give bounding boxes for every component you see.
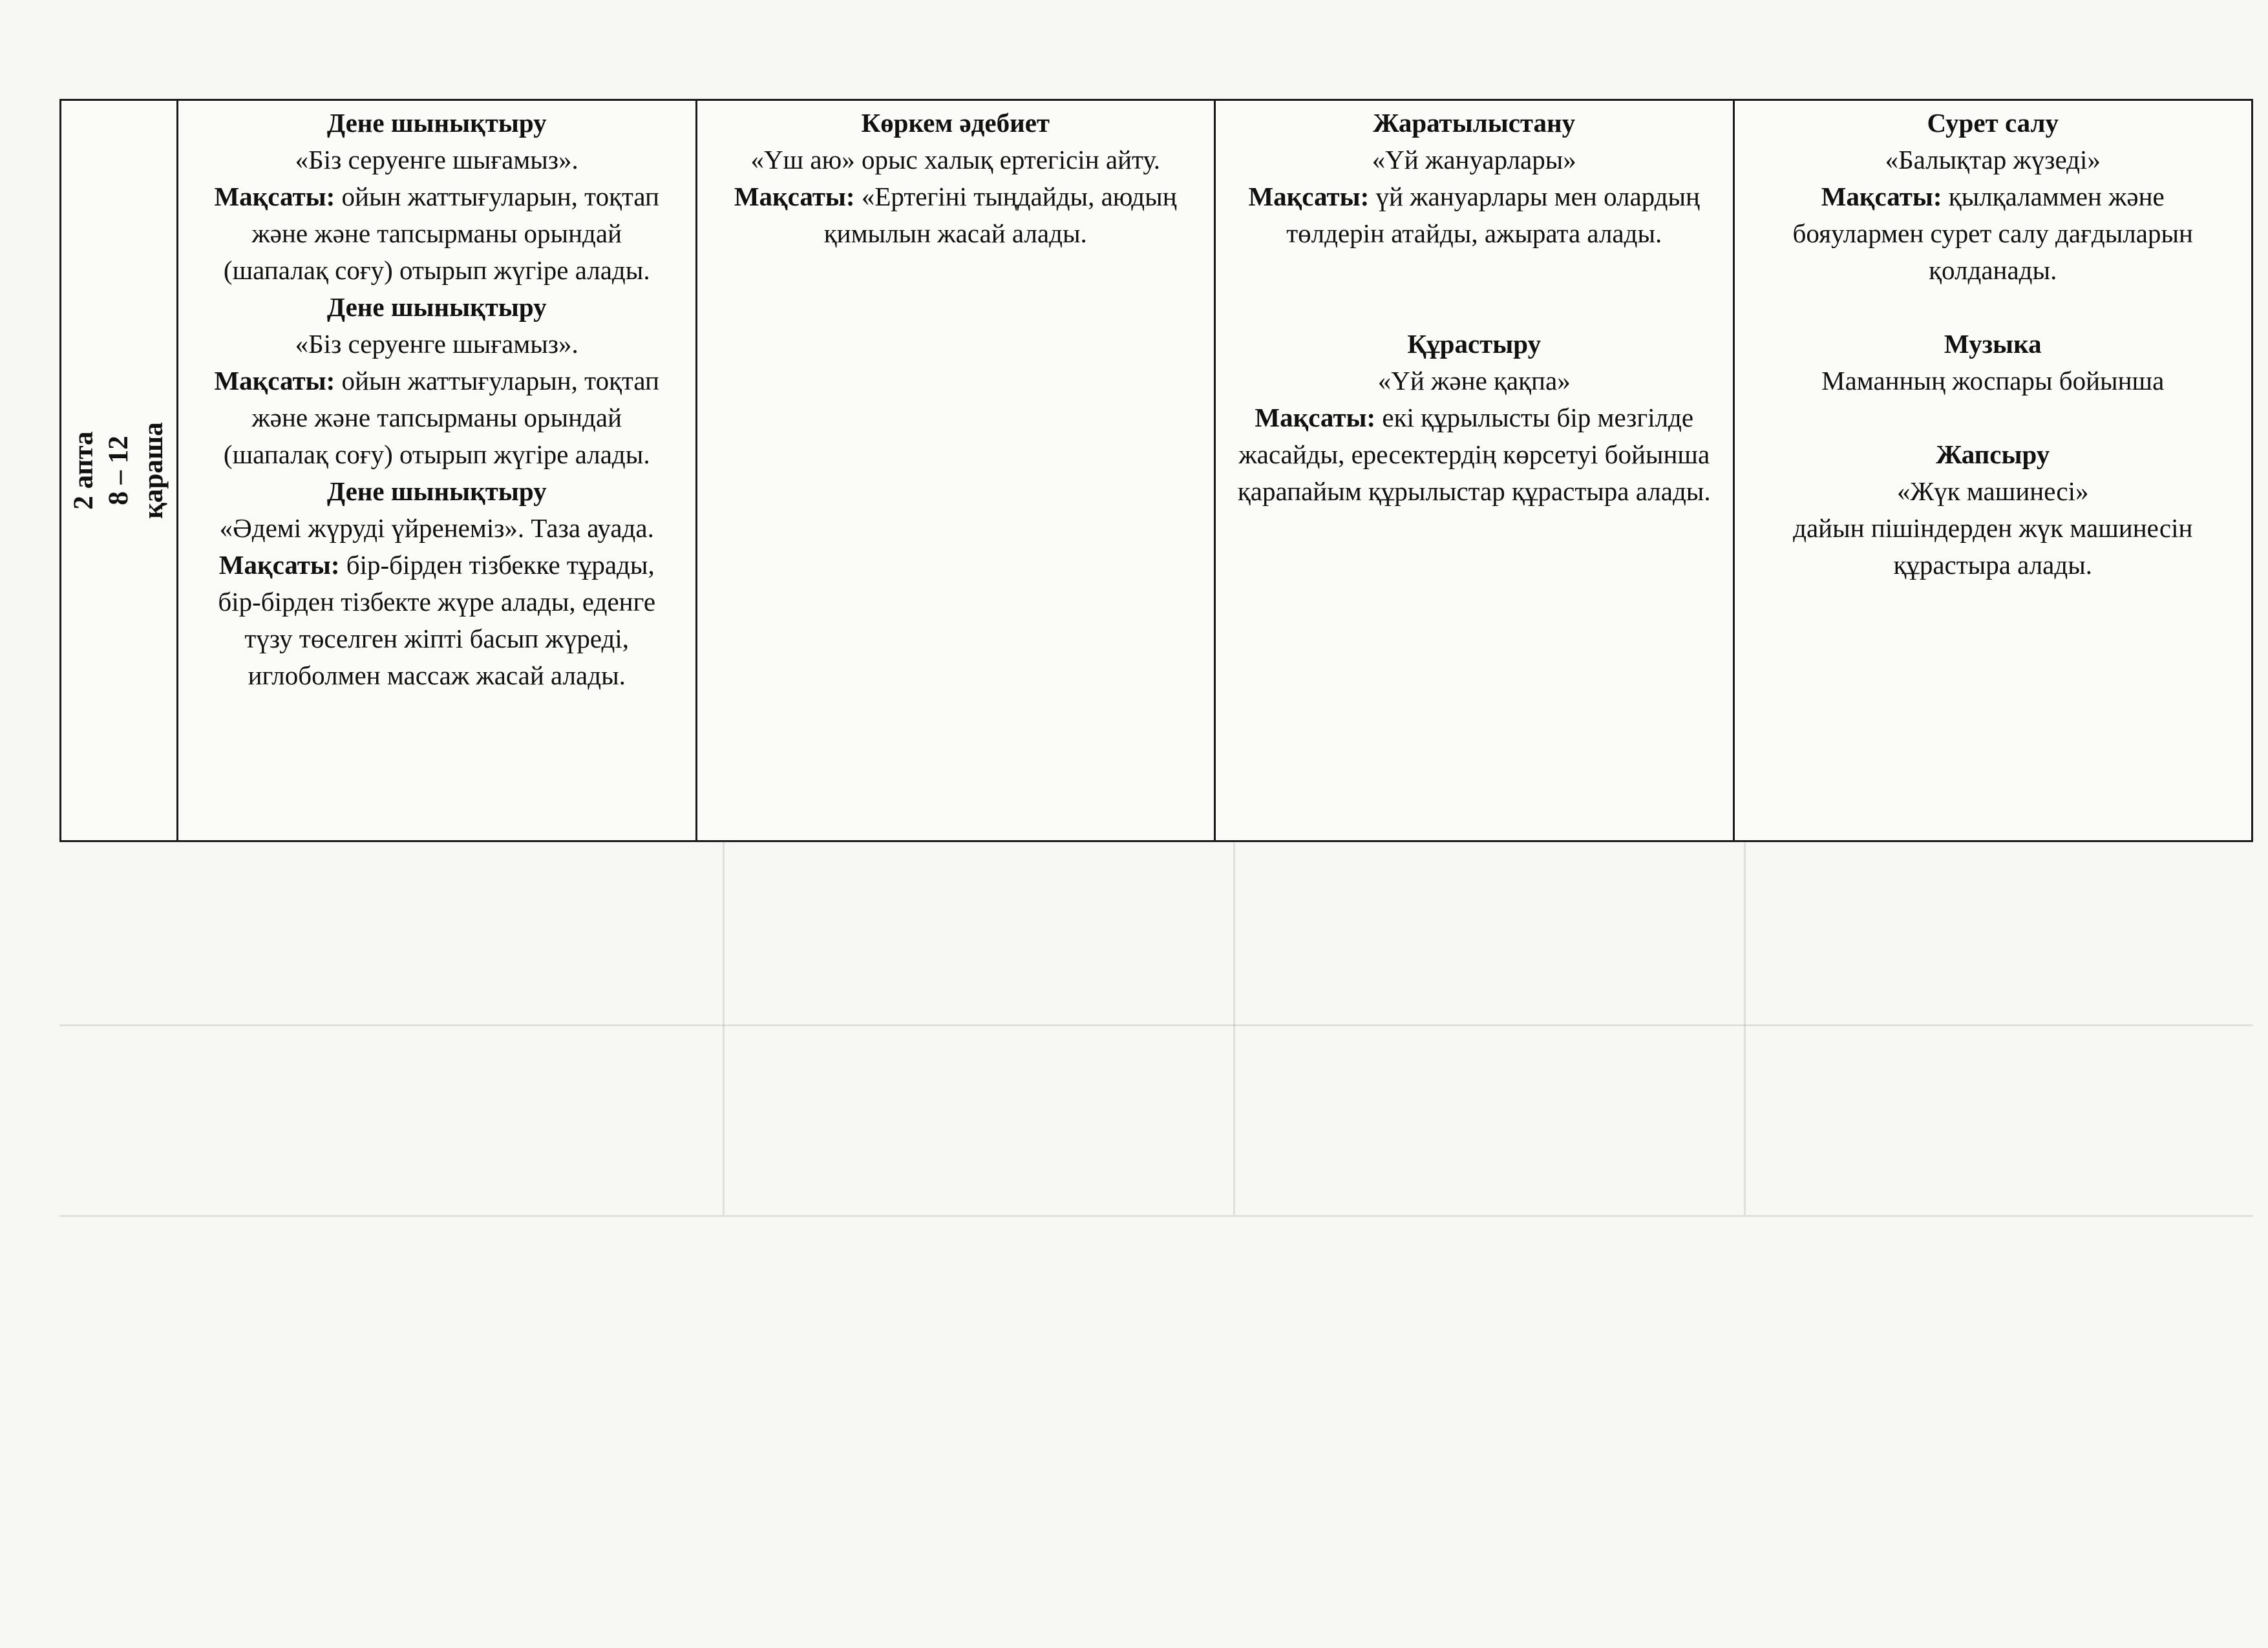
goal-text: екі құрылысты бір мезгілде жасайды, ересектердің көрсетуі бойынша қарапайым құрылыстар құрастыра алады. (1237, 403, 1711, 506)
bleed-through-line (1744, 840, 1746, 1215)
activity-goal (1235, 399, 1713, 510)
goal-label: Мақсаты: (214, 182, 335, 211)
activity-goal (1235, 178, 1713, 252)
activity-cell-3 (1215, 100, 1734, 841)
activity-title: «Біз серуенге шығамыз». (295, 329, 578, 359)
activity-title: «Үй жануарлары» (1372, 145, 1576, 174)
activity-title: «Үй және қақпа» (1377, 366, 1571, 396)
goal-text: ойын жаттығуларын, тоқтап және және тапсырманы орындай (шапалақ соғу) отырып жүгіре алады. (223, 366, 659, 469)
goal-label: Мақсаты: (1255, 403, 1376, 432)
week-number: 2 апта (69, 431, 99, 510)
activity-title: «Жүк машинесі» (1896, 476, 2089, 506)
activity-title: «Біз серуенге шығамыз». (295, 145, 578, 174)
bleed-through-line (1233, 840, 1235, 1215)
activity-title: Маманның жоспары бойынша (1821, 366, 2165, 396)
bleed-through-line (59, 1024, 2253, 1026)
weekly-plan-table (59, 99, 2253, 842)
subject-heading: Музыка (1944, 329, 2042, 359)
goal-label: Мақсаты: (734, 182, 855, 211)
week-month: қараша (138, 422, 169, 519)
week-label (67, 422, 171, 519)
activity-title: «Әдемі жүруді үйренеміз». Таза ауада. (219, 513, 654, 543)
subject-heading: Жапсыру (1936, 439, 2050, 469)
week-cell (61, 100, 178, 841)
subject-heading: Дене шынықтыру (326, 476, 547, 506)
subject-heading: Құрастыру (1407, 329, 1542, 359)
activity-goal (1754, 178, 2232, 289)
goal-label: Мақсаты: (1821, 182, 1942, 211)
subject-heading: Жаратылыстану (1373, 108, 1576, 138)
bleed-through-line (59, 1215, 2253, 1217)
activity-goal (717, 178, 1195, 252)
goal-text: «Ертегіні тыңдайды, аюдың қимылын жасай алады. (823, 182, 1177, 248)
week-dates: 8 – 12 (103, 436, 134, 505)
activity-title: «Балықтар жүзеді» (1885, 145, 2101, 174)
goal-label: Мақсаты: (218, 550, 340, 580)
activity-cell-2 (696, 100, 1215, 841)
activity-goal (198, 363, 676, 473)
activity-title: «Үш аю» орыс халық ертегісін айту. (750, 145, 1161, 174)
subject-heading: Дене шынықтыру (326, 292, 547, 322)
table-row (61, 100, 2252, 841)
goal-text: ойын жаттығуларын, тоқтап және және тапсырманы орындай (шапалақ соғу) отырып жүгіре алады. (223, 182, 659, 285)
activity-goal: дайын пішіндерден жүк машинесін құрастыра алады. (1793, 513, 2193, 580)
subject-heading: Сурет салу (1927, 108, 2059, 138)
goal-text: бір-бірден тізбекке тұрады, бір-бірден тізбекте жүре алады, еденге түзу төселген жіпті басып жүреді, иглоболмен массаж жасай алады. (218, 550, 656, 690)
subject-heading: Дене шынықтыру (326, 108, 547, 138)
activity-goal (198, 178, 676, 289)
goal-text: үй жануарлары мен олардың төлдерін атайды, ажырата алады. (1286, 182, 1700, 248)
activity-goal (198, 547, 676, 694)
activity-cell-1 (178, 100, 697, 841)
goal-label: Мақсаты: (1248, 182, 1370, 211)
subject-heading: Көркем әдебиет (861, 108, 1050, 138)
goal-text: қылқаламмен және бояулармен сурет салу дағдыларын қолданады. (1792, 182, 2193, 285)
goal-label: Мақсаты: (214, 366, 335, 396)
bleed-through-line (723, 840, 725, 1215)
activity-cell-4 (1733, 100, 2252, 841)
